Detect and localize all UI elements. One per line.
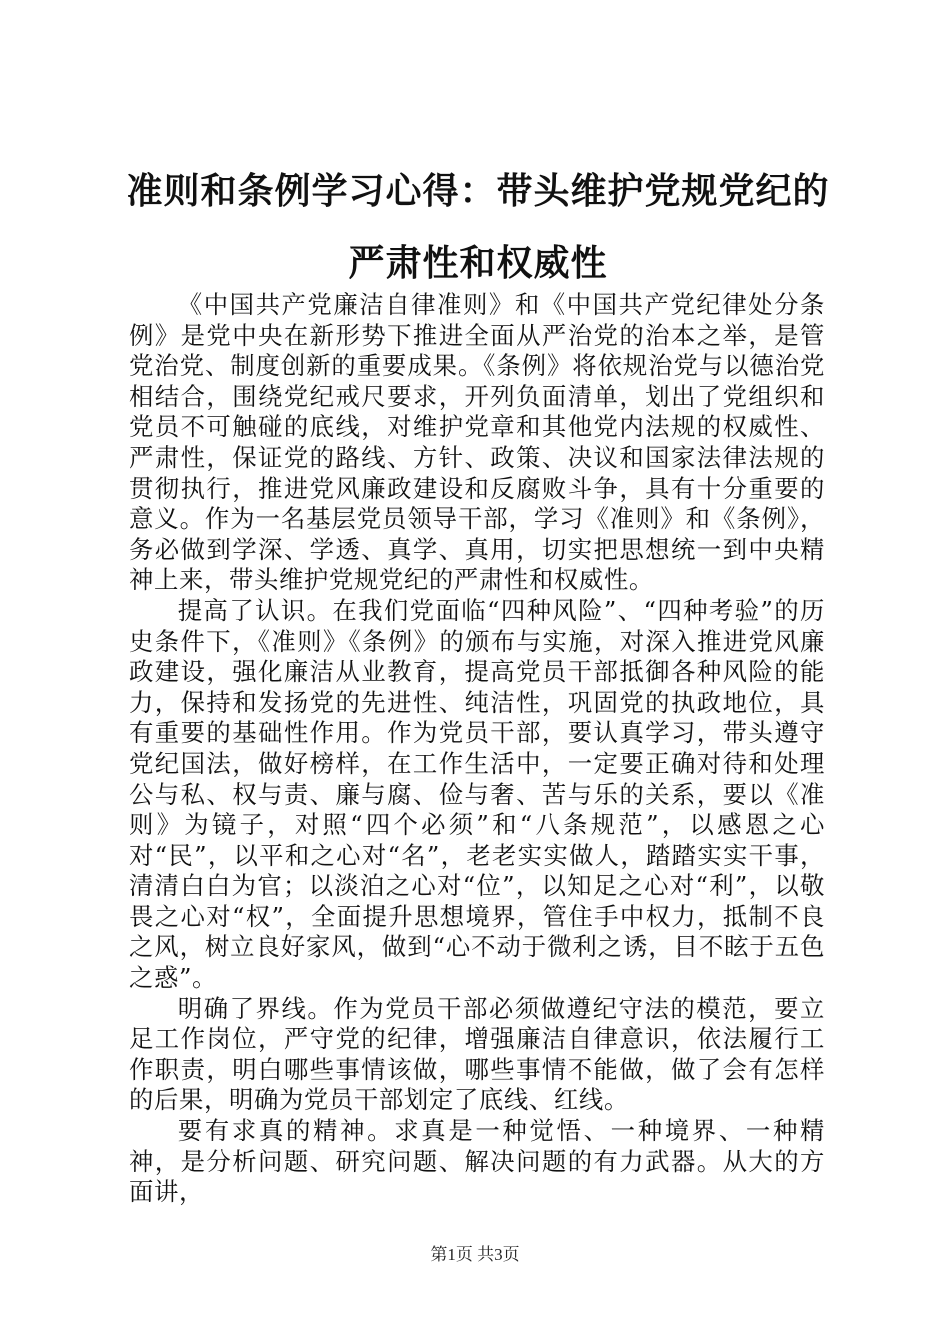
paragraph: 明确了界线。作为党员干部必须做遵纪守法的模范，要立足工作岗位，严守党的纪律，增强廉洁自律意识，依法履行工作职责，明白哪些事情该做，哪些事情不能做，做了会有怎样的后果，明确为党员干部划定了底线、红线。 xyxy=(129,993,825,1115)
document-body xyxy=(129,290,825,1208)
paragraph: 《中国共产党廉洁自律准则》和《中国共产党纪律处分条例》是党中央在新形势下推进全面从严治党的治本之举，是管党治党、制度创新的重要成果。《条例》将依规治党与以德治党相结合，围绕党纪戒尺要求，开列负面清单，划出了党组织和党员不可触碰的底线，对维护党章和其他党内法规的权威性、严肃性，保证党的路线、方针、政策、决议和国家法律法规的贯彻执行，推进党风廉政建设和反腐败斗争，具有十分重要的意义。作为一名基层党员领导干部，学习《准则》和《条例》，务必做到学深、学透、真学、真用，切实把思想统一到中央精神上来，带头维护党规党纪的严肃性和权威性。 xyxy=(129,290,825,595)
paragraph: 提高了认识。在我们党面临“四种风险”、“四种考验”的历史条件下，《准则》《条例》的颁布与实施，对深入推进党风廉政建设，强化廉洁从业教育，提高党员干部抵御各种风险的能力，保持和发扬党的先进性、纯洁性，巩固党的执政地位，具有重要的基础性作用。作为党员干部，要认真学习，带头遵守党纪国法，做好榜样，在工作生活中，一定要正确对待和处理公与私、权与责、廉与腐、俭与奢、苦与乐的关系，要以《准则》为镜子，对照“四个必须”和“八条规范”，以感恩之心对“民”，以平和之心对“名”，老老实实做人，踏踏实实干事，清清白白为官；以淡泊之心对“位”，以知足之心对“利”，以敬畏之心对“权”，全面提升思想境界，管住手中权力，抵制不良之风，树立良好家风，做到“心不动于微利之诱，目不眩于五色之惑”。 xyxy=(129,595,825,993)
page-footer: 第1页 共3页 xyxy=(430,1245,520,1264)
document-title: 准则和条例学习心得：带头维护党规党纪的严肃性和权威性 xyxy=(126,171,830,284)
paragraph: 要有求真的精神。求真是一种觉悟、一种境界、一种精神，是分析问题、研究问题、解决问题的有力武器。从大的方面讲， xyxy=(129,1116,825,1207)
